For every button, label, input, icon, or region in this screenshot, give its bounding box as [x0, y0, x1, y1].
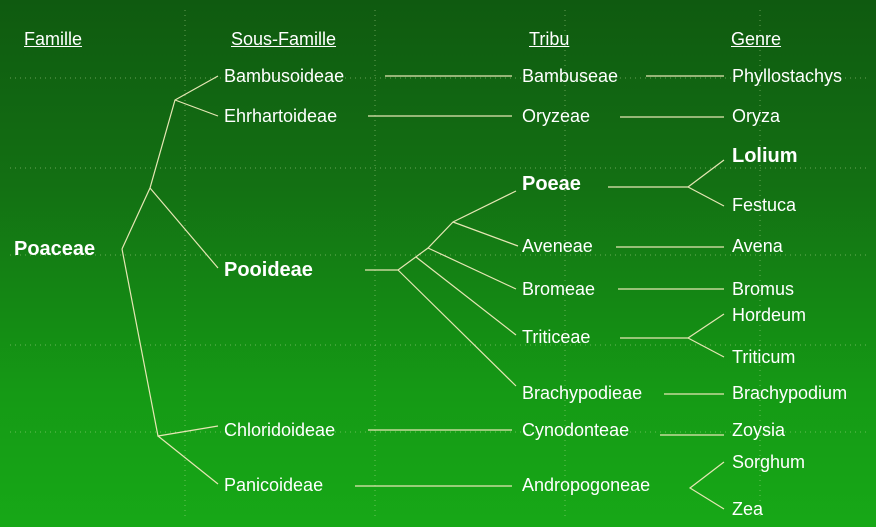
- header-tribu: Tribu: [529, 29, 570, 49]
- tribu-bambuseae: Bambuseae: [522, 66, 619, 86]
- sous-famille-bambusoideae: Bambusoideae: [224, 66, 345, 86]
- genre-avena: Avena: [732, 236, 783, 256]
- header-sous-famille: Sous-Famille: [231, 29, 337, 49]
- tribu-oryzeae: Oryzeae: [522, 106, 591, 126]
- genre-zoysia: Zoysia: [732, 420, 786, 440]
- tribu-cynodonteae: Cynodonteae: [522, 420, 630, 440]
- sous-famille-ehrhartoideae: Ehrhartoideae: [224, 106, 338, 126]
- genre-oryza: Oryza: [732, 106, 781, 126]
- grid-lines: [10, 10, 868, 520]
- famille-poaceae: Poaceae: [14, 238, 96, 260]
- genre-lolium: Lolium: [732, 145, 798, 167]
- tribu-andropogoneae: Andropogoneae: [522, 475, 651, 495]
- tribu-poeae: Poeae: [522, 173, 581, 195]
- genre-sorghum: Sorghum: [732, 452, 806, 472]
- genre-hordeum: Hordeum: [732, 305, 807, 325]
- tribu-triticeae: Triticeae: [522, 327, 591, 347]
- sous-famille-panicoideae: Panicoideae: [224, 475, 324, 495]
- sous-famille-pooideae: Pooideae: [224, 259, 313, 281]
- tribu-bromeae: Bromeae: [522, 279, 596, 299]
- genre-festuca: Festuca: [732, 195, 797, 215]
- tribu-brachypodieae: Brachypodieae: [522, 383, 643, 403]
- header-famille: Famille: [24, 29, 83, 49]
- sous-famille-chloridoideae: Chloridoideae: [224, 420, 336, 440]
- genre-brachypodium: Brachypodium: [732, 383, 848, 403]
- genre-phyllostachys: Phyllostachys: [732, 66, 843, 86]
- header-genre: Genre: [731, 29, 782, 49]
- genre-triticum: Triticum: [732, 347, 796, 367]
- tribu-aveneae: Aveneae: [522, 236, 593, 256]
- genre-zea: Zea: [732, 499, 764, 519]
- genre-bromus: Bromus: [732, 279, 795, 299]
